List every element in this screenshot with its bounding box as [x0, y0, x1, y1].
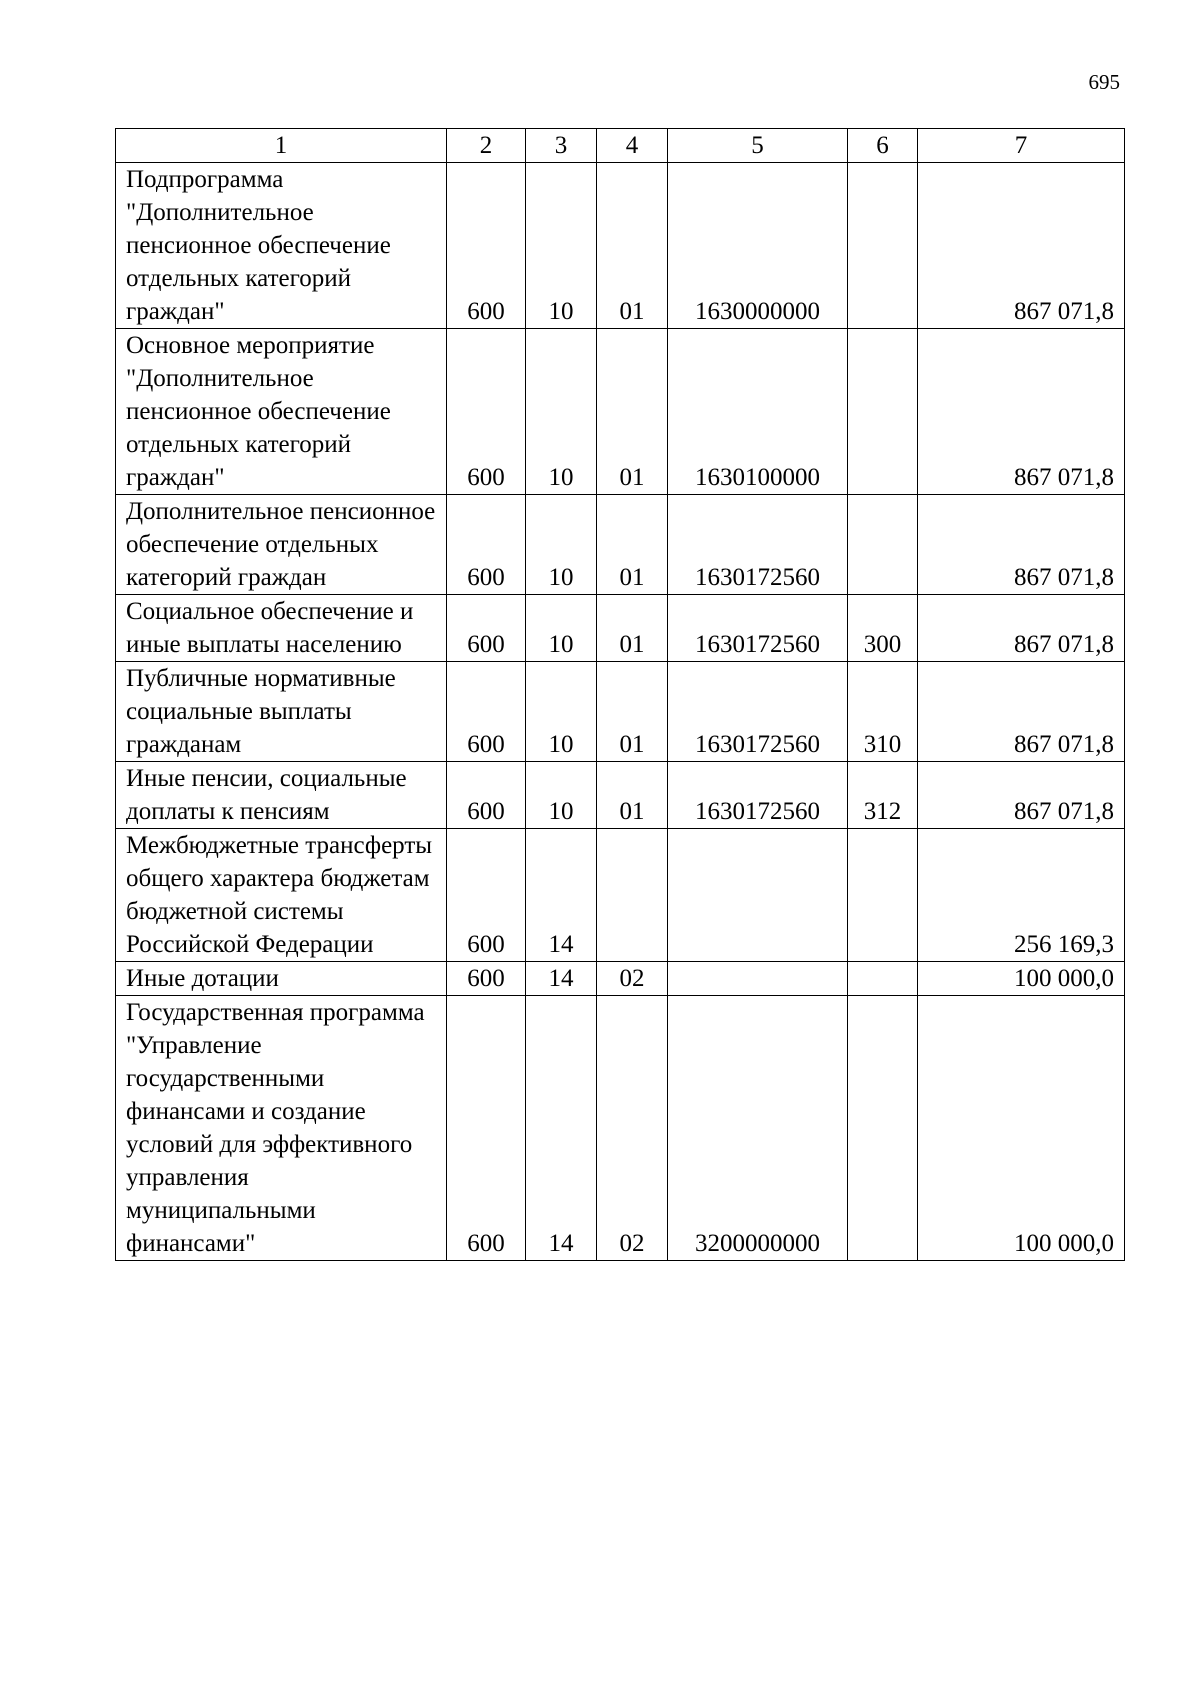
row-col-4: 01 — [597, 329, 668, 495]
row-col-2: 600 — [447, 662, 526, 762]
row-amount: 867 071,8 — [918, 762, 1125, 829]
row-col-5 — [668, 829, 848, 962]
row-name: Основное мероприятие "Дополнительное пенсионное обеспечение отдельных категорий граждан" — [116, 329, 447, 495]
table-row — [116, 962, 1125, 996]
row-col-4: 01 — [597, 163, 668, 329]
row-col-2: 600 — [447, 495, 526, 595]
row-col-3: 14 — [526, 962, 597, 996]
header-col-2: 2 — [447, 129, 526, 163]
row-col-6 — [848, 495, 918, 595]
row-col-6: 300 — [848, 595, 918, 662]
table-row — [116, 595, 1125, 662]
row-col-4: 02 — [597, 962, 668, 996]
row-col-5 — [668, 962, 848, 996]
table-body — [116, 163, 1125, 1261]
row-name: Государственная программа "Управление государственными финансами и создание условий для эффективного управления муниципальными финансами" — [116, 996, 447, 1261]
row-amount: 100 000,0 — [918, 962, 1125, 996]
row-col-2: 600 — [447, 996, 526, 1261]
row-col-5: 1630172560 — [668, 662, 848, 762]
table-row — [116, 329, 1125, 495]
row-name: Дополнительное пенсионное обеспечение отдельных категорий граждан — [116, 495, 447, 595]
row-col-4: 01 — [597, 662, 668, 762]
row-amount: 867 071,8 — [918, 662, 1125, 762]
row-amount: 256 169,3 — [918, 829, 1125, 962]
table-row — [116, 662, 1125, 762]
row-col-2: 600 — [447, 829, 526, 962]
header-col-5: 5 — [668, 129, 848, 163]
header-col-3: 3 — [526, 129, 597, 163]
table-row — [116, 762, 1125, 829]
row-col-5: 1630000000 — [668, 163, 848, 329]
row-col-5: 1630172560 — [668, 762, 848, 829]
row-name: Социальное обеспечение и иные выплаты населению — [116, 595, 447, 662]
row-col-3: 14 — [526, 829, 597, 962]
row-col-3: 10 — [526, 662, 597, 762]
row-amount: 100 000,0 — [918, 996, 1125, 1261]
row-col-4: 02 — [597, 996, 668, 1261]
header-col-6: 6 — [848, 129, 918, 163]
table-row — [116, 495, 1125, 595]
table-row — [116, 996, 1125, 1261]
page-number: 695 — [1088, 70, 1120, 94]
row-col-2: 600 — [447, 762, 526, 829]
row-col-6 — [848, 996, 918, 1261]
table-row — [116, 829, 1125, 962]
row-col-4 — [597, 829, 668, 962]
row-col-2: 600 — [447, 962, 526, 996]
header-col-7: 7 — [918, 129, 1125, 163]
row-name: Подпрограмма "Дополнительное пенсионное обеспечение отдельных категорий граждан" — [116, 163, 447, 329]
row-col-6 — [848, 962, 918, 996]
row-amount: 867 071,8 — [918, 495, 1125, 595]
row-name: Иные пенсии, социальные доплаты к пенсиям — [116, 762, 447, 829]
row-col-3: 10 — [526, 495, 597, 595]
row-col-6: 312 — [848, 762, 918, 829]
row-col-3: 10 — [526, 163, 597, 329]
budget-table — [115, 128, 1125, 1261]
row-col-6 — [848, 829, 918, 962]
row-amount: 867 071,8 — [918, 163, 1125, 329]
row-col-4: 01 — [597, 495, 668, 595]
row-col-5: 1630172560 — [668, 595, 848, 662]
row-col-3: 10 — [526, 762, 597, 829]
row-name: Межбюджетные трансферты общего характера бюджетам бюджетной системы Российской Федерации — [116, 829, 447, 962]
row-col-6 — [848, 329, 918, 495]
row-amount: 867 071,8 — [918, 595, 1125, 662]
row-name: Иные дотации — [116, 962, 447, 996]
row-col-3: 10 — [526, 329, 597, 495]
table-row — [116, 163, 1125, 329]
row-col-4: 01 — [597, 762, 668, 829]
header-col-1: 1 — [116, 129, 447, 163]
row-col-2: 600 — [447, 595, 526, 662]
row-name: Публичные нормативные социальные выплаты гражданам — [116, 662, 447, 762]
table-header — [116, 129, 1125, 163]
row-col-6: 310 — [848, 662, 918, 762]
row-col-3: 10 — [526, 595, 597, 662]
row-col-5: 3200000000 — [668, 996, 848, 1261]
header-col-4: 4 — [597, 129, 668, 163]
row-amount: 867 071,8 — [918, 329, 1125, 495]
header-row — [116, 129, 1125, 163]
row-col-5: 1630100000 — [668, 329, 848, 495]
row-col-5: 1630172560 — [668, 495, 848, 595]
row-col-2: 600 — [447, 329, 526, 495]
row-col-4: 01 — [597, 595, 668, 662]
row-col-3: 14 — [526, 996, 597, 1261]
row-col-6 — [848, 163, 918, 329]
row-col-2: 600 — [447, 163, 526, 329]
